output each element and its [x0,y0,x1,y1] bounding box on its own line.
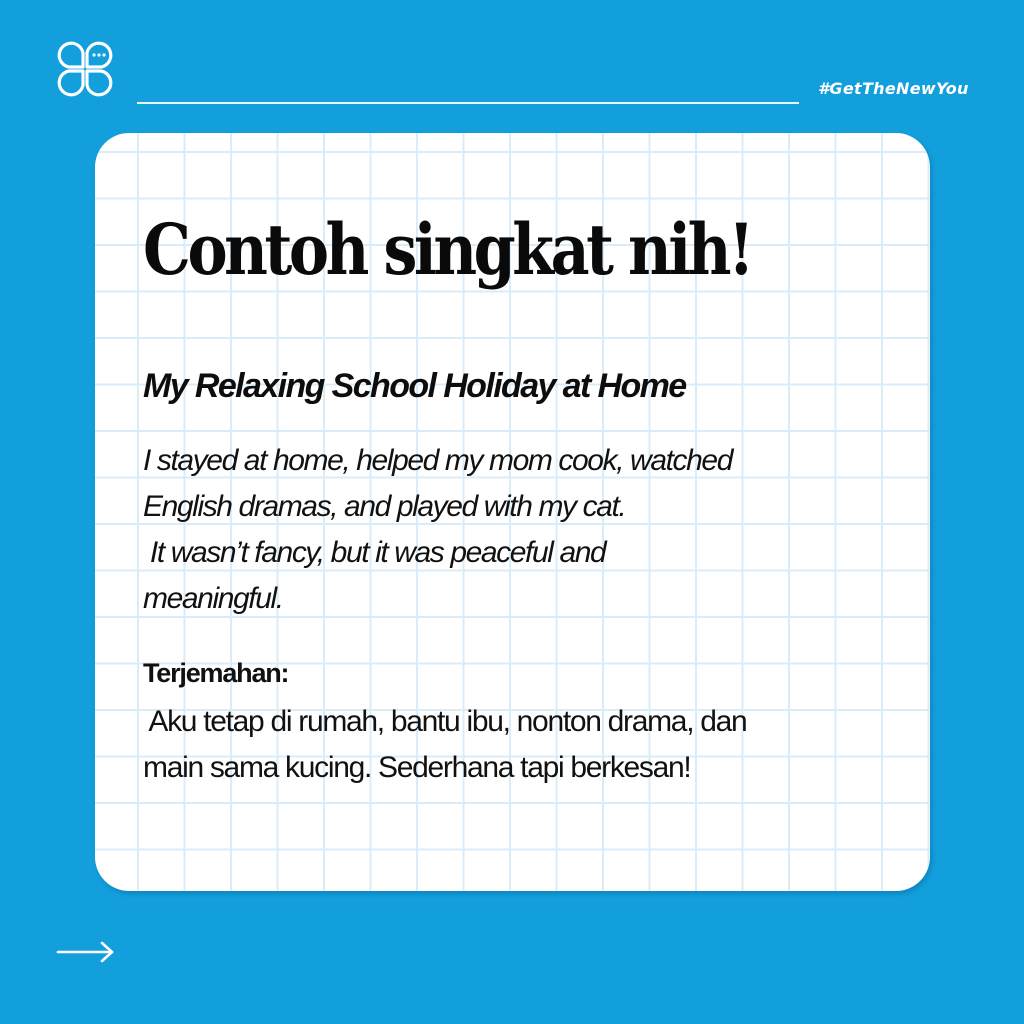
translation-paragraph [143,699,903,791]
content-card [95,133,930,891]
translation-line: main sama kucing. Sederhana tapi berkesan! [143,751,691,784]
translation-line: Aku tetap di rumah, bantu ibu, nonton drama, dan [143,705,747,738]
page-title: Contoh singkat nih! [143,208,752,291]
arrow-right-icon[interactable] [56,940,116,964]
hashtag: #GetTheNewYou [818,79,969,98]
header-divider [137,102,799,104]
translation-label: Terjemahan: [143,658,289,688]
english-line: English dramas, and played with my cat. [143,490,626,523]
example-subtitle: My Relaxing School Holiday at Home [143,367,686,405]
english-line: It wasn’t fancy, but it was peaceful and [143,536,606,569]
clover-chat-icon [55,40,115,98]
english-line: meaningful. [143,582,283,615]
english-paragraph [143,438,883,622]
english-line: I stayed at home, helped my mom cook, watched [143,444,732,477]
